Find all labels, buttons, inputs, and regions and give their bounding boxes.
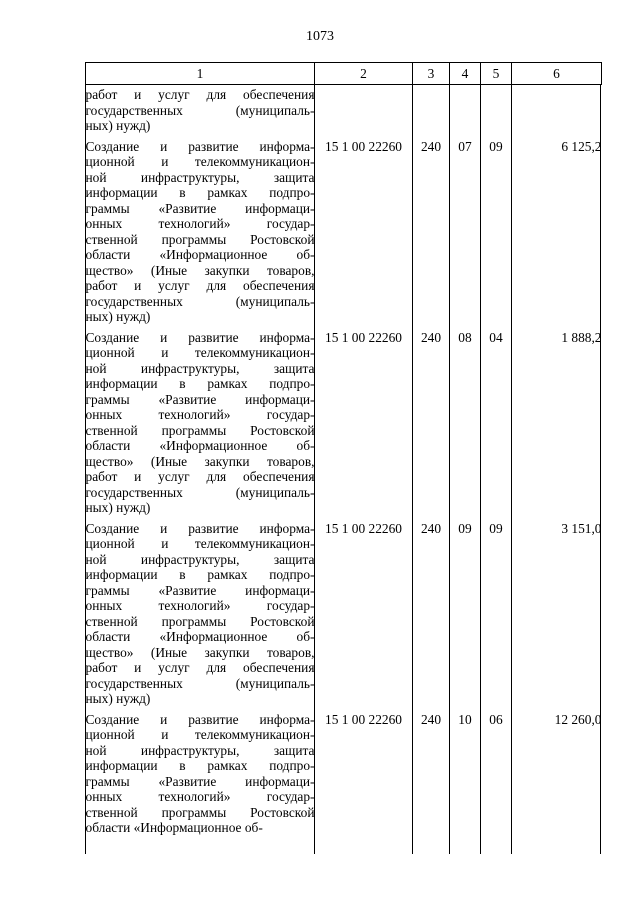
row-target-code: 15 1 00 22260	[325, 520, 402, 536]
row-section: 08	[458, 329, 472, 345]
column-border	[412, 84, 413, 854]
row-description	[86, 518, 315, 709]
description-line: онных технологий» государ-	[85, 216, 315, 231]
page-number: 1073	[306, 29, 334, 44]
description-line: ственной программы Ростовской	[85, 613, 315, 629]
row-amount: 1 888,2	[561, 329, 602, 345]
description-line: ных) нужд)	[85, 500, 151, 515]
description-line: ственной программы Ростовской	[85, 804, 315, 820]
row-section: 10	[458, 711, 472, 727]
description-line: ной инфраструктуры, защита	[85, 169, 315, 185]
description-line: ционной и телекоммуникацион-	[85, 345, 315, 360]
column-border	[511, 84, 512, 854]
description-line: информации в рамках подпро-	[85, 185, 315, 200]
row-subsection: 09	[489, 138, 503, 154]
description-line: области «Информационное об-	[85, 820, 263, 835]
description-line: работ и услуг для обеспечения	[85, 660, 315, 675]
description-line: Создание и развитие информа-	[85, 520, 315, 536]
row-section: 07	[458, 138, 472, 154]
row-description	[86, 136, 315, 327]
column-header-3: 3	[413, 63, 450, 85]
description-line: граммы «Развитие информаци-	[85, 200, 315, 216]
table-header-row	[86, 63, 602, 85]
row-expense-type: 240	[420, 329, 442, 345]
description-line: работ и услуг для обеспечения	[85, 469, 315, 484]
description-line: ственной программы Ростовской	[85, 422, 315, 438]
table-body	[86, 85, 602, 838]
row-subsection: 04	[489, 329, 503, 345]
description-line: работ и услуг для обеспечения	[85, 278, 315, 293]
row-subsection: 09	[489, 520, 503, 536]
description-line: области «Информационное об-	[85, 629, 315, 644]
column-header-6: 6	[512, 63, 602, 85]
description-line: информации в рамках подпро-	[85, 567, 315, 582]
description-line: Создание и развитие информа-	[85, 138, 315, 154]
row-expense-type: 240	[420, 138, 442, 154]
description-line: ных) нужд)	[85, 309, 151, 324]
description-line: Создание и развитие информа-	[85, 711, 315, 727]
description-line: информации в рамках подпро-	[85, 758, 315, 773]
column-border	[600, 84, 601, 854]
description-line: области «Информационное об-	[85, 438, 315, 453]
row-target-code: 15 1 00 22260	[325, 138, 402, 154]
column-border	[85, 84, 86, 854]
row-description	[86, 327, 315, 518]
description-line: ционной и телекоммуникацион-	[85, 536, 315, 551]
row-amount: 3 151,0	[561, 520, 602, 536]
description-line: ной инфраструктуры, защита	[85, 551, 315, 567]
row-expense-type: 240	[420, 711, 442, 727]
description-line: онных технологий» государ-	[85, 789, 315, 804]
description-line: государственных (муниципаль-	[85, 484, 315, 500]
row-target-code: 15 1 00 22260	[325, 711, 402, 727]
description-line: граммы «Развитие информаци-	[85, 582, 315, 598]
budget-table	[85, 62, 602, 838]
continuation-row	[86, 85, 602, 136]
table-row	[86, 518, 602, 709]
description-line: щество» (Иные закупки товаров,	[85, 453, 315, 469]
description-line: ных) нужд)	[85, 118, 151, 133]
row-amount: 12 260,0	[554, 711, 602, 727]
row-amount: 6 125,2	[561, 138, 602, 154]
row-description	[86, 709, 315, 838]
column-header-4: 4	[450, 63, 481, 85]
description-line: информации в рамках подпро-	[85, 376, 315, 391]
description-line: государственных (муниципаль-	[85, 102, 315, 118]
column-border	[480, 84, 481, 854]
description-line: государственных (муниципаль-	[85, 675, 315, 691]
description-line: государственных (муниципаль-	[85, 293, 315, 309]
description-line: ной инфраструктуры, защита	[85, 742, 315, 758]
description-line: Создание и развитие информа-	[85, 329, 315, 345]
row-target-code: 15 1 00 22260	[325, 329, 402, 345]
table-row	[86, 327, 602, 518]
description-line: граммы «Развитие информаци-	[85, 391, 315, 407]
description-line: ционной и телекоммуникацион-	[85, 154, 315, 169]
description-line: онных технологий» государ-	[85, 598, 315, 613]
description-line: области «Информационное об-	[85, 247, 315, 262]
row-subsection: 06	[489, 711, 503, 727]
description-line: ной инфраструктуры, защита	[85, 360, 315, 376]
column-border	[449, 84, 450, 854]
continuation-description	[86, 85, 315, 136]
column-header-1: 1	[86, 63, 315, 85]
table-row	[86, 136, 602, 327]
description-line: ных) нужд)	[85, 691, 151, 706]
description-line: ственной программы Ростовской	[85, 231, 315, 247]
row-section: 09	[458, 520, 472, 536]
description-line: работ и услуг для обеспечения	[85, 87, 315, 102]
column-header-2: 2	[315, 63, 413, 85]
description-line: онных технологий» государ-	[85, 407, 315, 422]
row-expense-type: 240	[420, 520, 442, 536]
description-line: щество» (Иные закупки товаров,	[85, 262, 315, 278]
table-row	[86, 709, 602, 838]
column-header-5: 5	[481, 63, 512, 85]
description-line: ционной и телекоммуникацион-	[85, 727, 315, 742]
description-line: щество» (Иные закупки товаров,	[85, 644, 315, 660]
column-border	[314, 84, 315, 854]
description-line: граммы «Развитие информаци-	[85, 773, 315, 789]
